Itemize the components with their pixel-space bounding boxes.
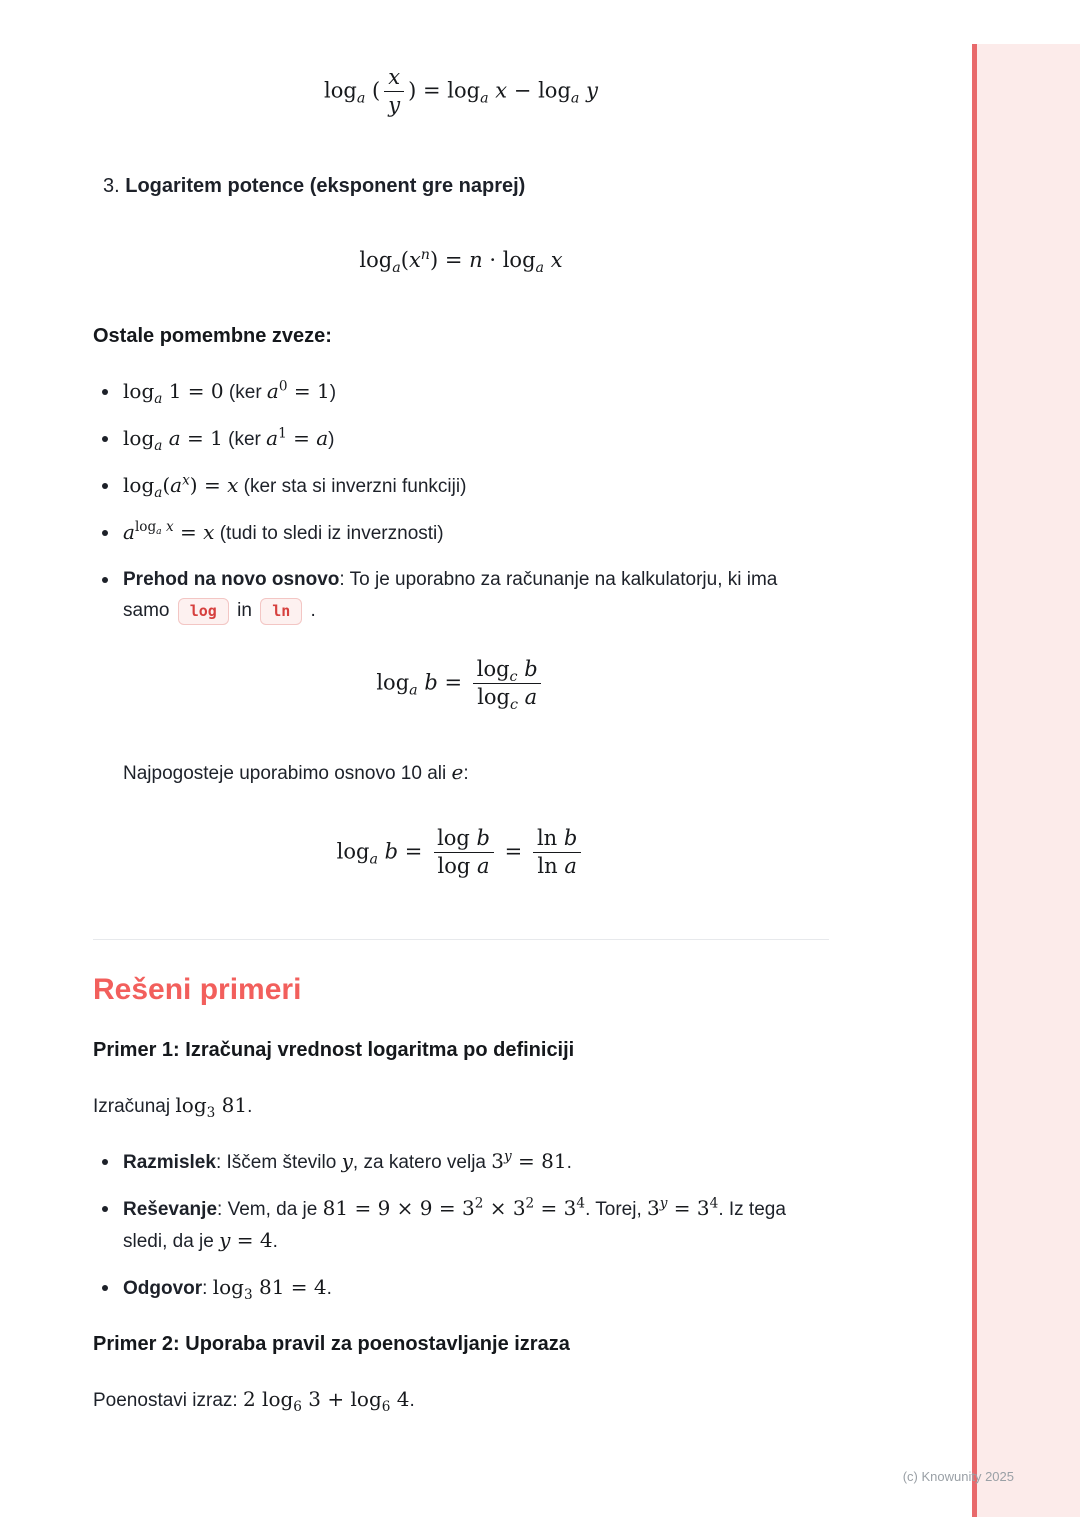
formula-base-10-e: $\log_a b$ = $\frac{\text{log b}}{\text{log a}}$ = $\frac{\text{ln b}}{\text{ln a}}$ <box>93 825 829 881</box>
inline-math: y = 4 <box>219 1227 273 1252</box>
list-item: Odgovor: $\log_3 81 = 4$. <box>93 1272 829 1304</box>
paragraph-example1-task: Izračunaj $\log_3 81$. <box>93 1092 253 1121</box>
inline-math: $3^y = 81$ <box>491 1148 567 1173</box>
inline-math: $\log_3 81$ <box>175 1092 248 1121</box>
formula-log-quotient: $\log_a$ ( $\frac{x}{y}$ ) = $\log_a x - \log_a y$ <box>93 64 829 120</box>
formula-base-change: $\log_a b$ = $\frac{\log_c b}{\log_c a}$ <box>93 656 829 712</box>
inline-math: y <box>341 1148 353 1173</box>
list-item: $a^{log_a x} = x$ (tudi to sledi iz inverznosti) <box>93 517 829 549</box>
code-chip: log <box>178 598 229 625</box>
inline-math: $3^y = 3^4$ <box>647 1195 719 1220</box>
inline-math: 2 $\log_6 3 + \log_6 4$ <box>242 1386 410 1415</box>
inline-math: $a^1 = a$ <box>266 425 329 450</box>
inline-math: e <box>451 760 464 785</box>
example1-list <box>93 1146 829 1304</box>
list-item: Prehod na novo osnovo: To je uporabno za računanje na kalkulatorju, ki ima samo log in ln . <box>93 564 829 626</box>
document-content <box>93 0 829 1435</box>
heading-example-2: Primer 2: Uporaba pravil za poenostavljanje izraza <box>93 1332 570 1355</box>
heading-other-relations: Ostale pomembne zveze: <box>93 324 332 347</box>
code-chip: ln <box>260 598 302 625</box>
section-divider <box>93 939 829 940</box>
inline-math: $81 = 9 \times 9 = 3^2 \times 3^2 = 3^4$ <box>322 1195 586 1220</box>
paragraph-example2-task: Poenostavi izraz: 2 $\log_6 3 + \log_6 4$. <box>93 1386 415 1415</box>
list-item: $\log_a(a^x) = x$ (ker sta si inverzni funkciji) <box>93 470 829 502</box>
heading-example-1: Primer 1: Izračunaj vrednost logaritma po definiciji <box>93 1038 575 1061</box>
heading-solved-examples: Rešeni primeri <box>93 972 302 1006</box>
inline-math: $a^{log_a x} = x$ <box>123 519 215 544</box>
heading-power-rule: 3. Logaritem potence (eksponent gre naprej) <box>103 174 526 197</box>
copyright-notice: (c) Knowunity 2025 <box>902 1469 1014 1484</box>
list-item: $\log_a a = 1$ (ker $a^1 = a$) <box>93 423 829 455</box>
formula-log-power: $\log_a(x^n) = n \cdot \log_a x$ <box>359 246 563 276</box>
inline-math: $\log_a 1 = 0$ <box>123 378 224 407</box>
inline-math: $a^0 = 1$ <box>266 378 330 403</box>
relations-list <box>93 376 829 626</box>
inline-math: $\log_3 81 = 4$ <box>212 1274 327 1303</box>
paragraph-base-note: Najpogosteje uporabimo osnovo 10 ali e: <box>123 760 469 785</box>
list-item: Razmislek: Iščem število y, za katero velja $3^y = 81$. <box>93 1146 829 1178</box>
inline-math: $\log_a a = 1$ <box>123 425 223 454</box>
list-item: Reševanje: Vem, da je $81 = 9 \times 9 = 3^2 \times 3^2 = 3^4$. Torej, $3^y = 3^4$. Iz tega sledi, da je y = 4. <box>93 1193 829 1257</box>
inline-math: $\log_a(a^x) = x$ <box>123 472 239 501</box>
right-accent-strip <box>972 44 1080 1517</box>
list-item: $\log_a 1 = 0$ (ker $a^0 = 1$) <box>93 376 829 408</box>
